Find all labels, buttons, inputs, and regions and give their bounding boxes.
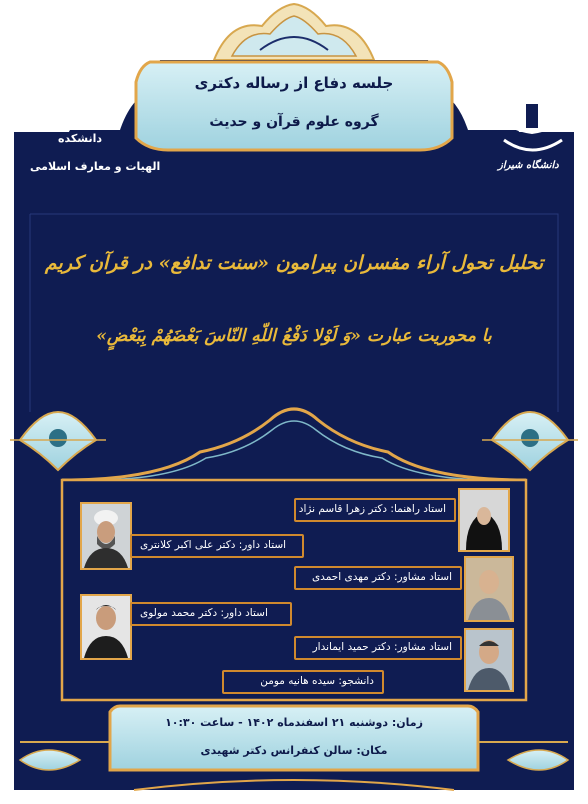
consultant2-label: استاد مشاور: دکتر حمید ایماندار — [294, 636, 462, 660]
faculty-label: دانشکده — [58, 132, 102, 145]
thesis-title-line1: تحلیل تحول آراء مفسران پیرامون «سنت تدافع» در قرآن کریم — [44, 252, 544, 274]
student-label: دانشجو: سیده هانیه مومن — [222, 670, 384, 694]
top-ornament — [214, 4, 374, 60]
university-name: دانشگاه شیراز — [498, 160, 559, 171]
advisor-label: استاد راهنما: دکتر زهرا قاسم نژاد — [294, 498, 456, 522]
defense-time: زمان: دوشنبه ۲۱ اسفندماه ۱۴۰۲ - ساعت ۱۰:۳۰ — [165, 716, 423, 729]
header-title: جلسه دفاع از رساله دکتری — [194, 74, 394, 92]
referee2-label: استاد داور: دکتر محمد مولوی — [130, 602, 292, 626]
avatar-icon — [82, 504, 130, 568]
referee1-photo — [80, 502, 132, 570]
faculty-name: الهیات و معارف اسلامی — [30, 160, 161, 173]
avatar-icon — [82, 596, 130, 658]
avatar-icon — [466, 630, 512, 690]
defense-place: مکان: سالن کنفرانس دکتر شهیدی — [200, 744, 388, 757]
consultant1-photo — [464, 556, 514, 622]
consultant2-photo — [464, 628, 514, 692]
consultant1-label: استاد مشاور: دکتر مهدی احمدی — [294, 566, 462, 590]
avatar-icon — [460, 490, 508, 550]
thesis-title-line2: با محوریت عبارت «وَ لَوْلا دَفْعُ اللّهِ النّاسَ بَعْضَهُمْ بِبَعْضٍ» — [96, 326, 492, 346]
referee2-photo — [80, 594, 132, 660]
advisor-photo — [458, 488, 510, 552]
avatar-icon — [466, 558, 512, 620]
header-department: گروه علوم قرآن و حدیث — [209, 114, 379, 130]
referee1-label: استاد داور: دکتر علی اکبر کلانتری — [130, 534, 304, 558]
